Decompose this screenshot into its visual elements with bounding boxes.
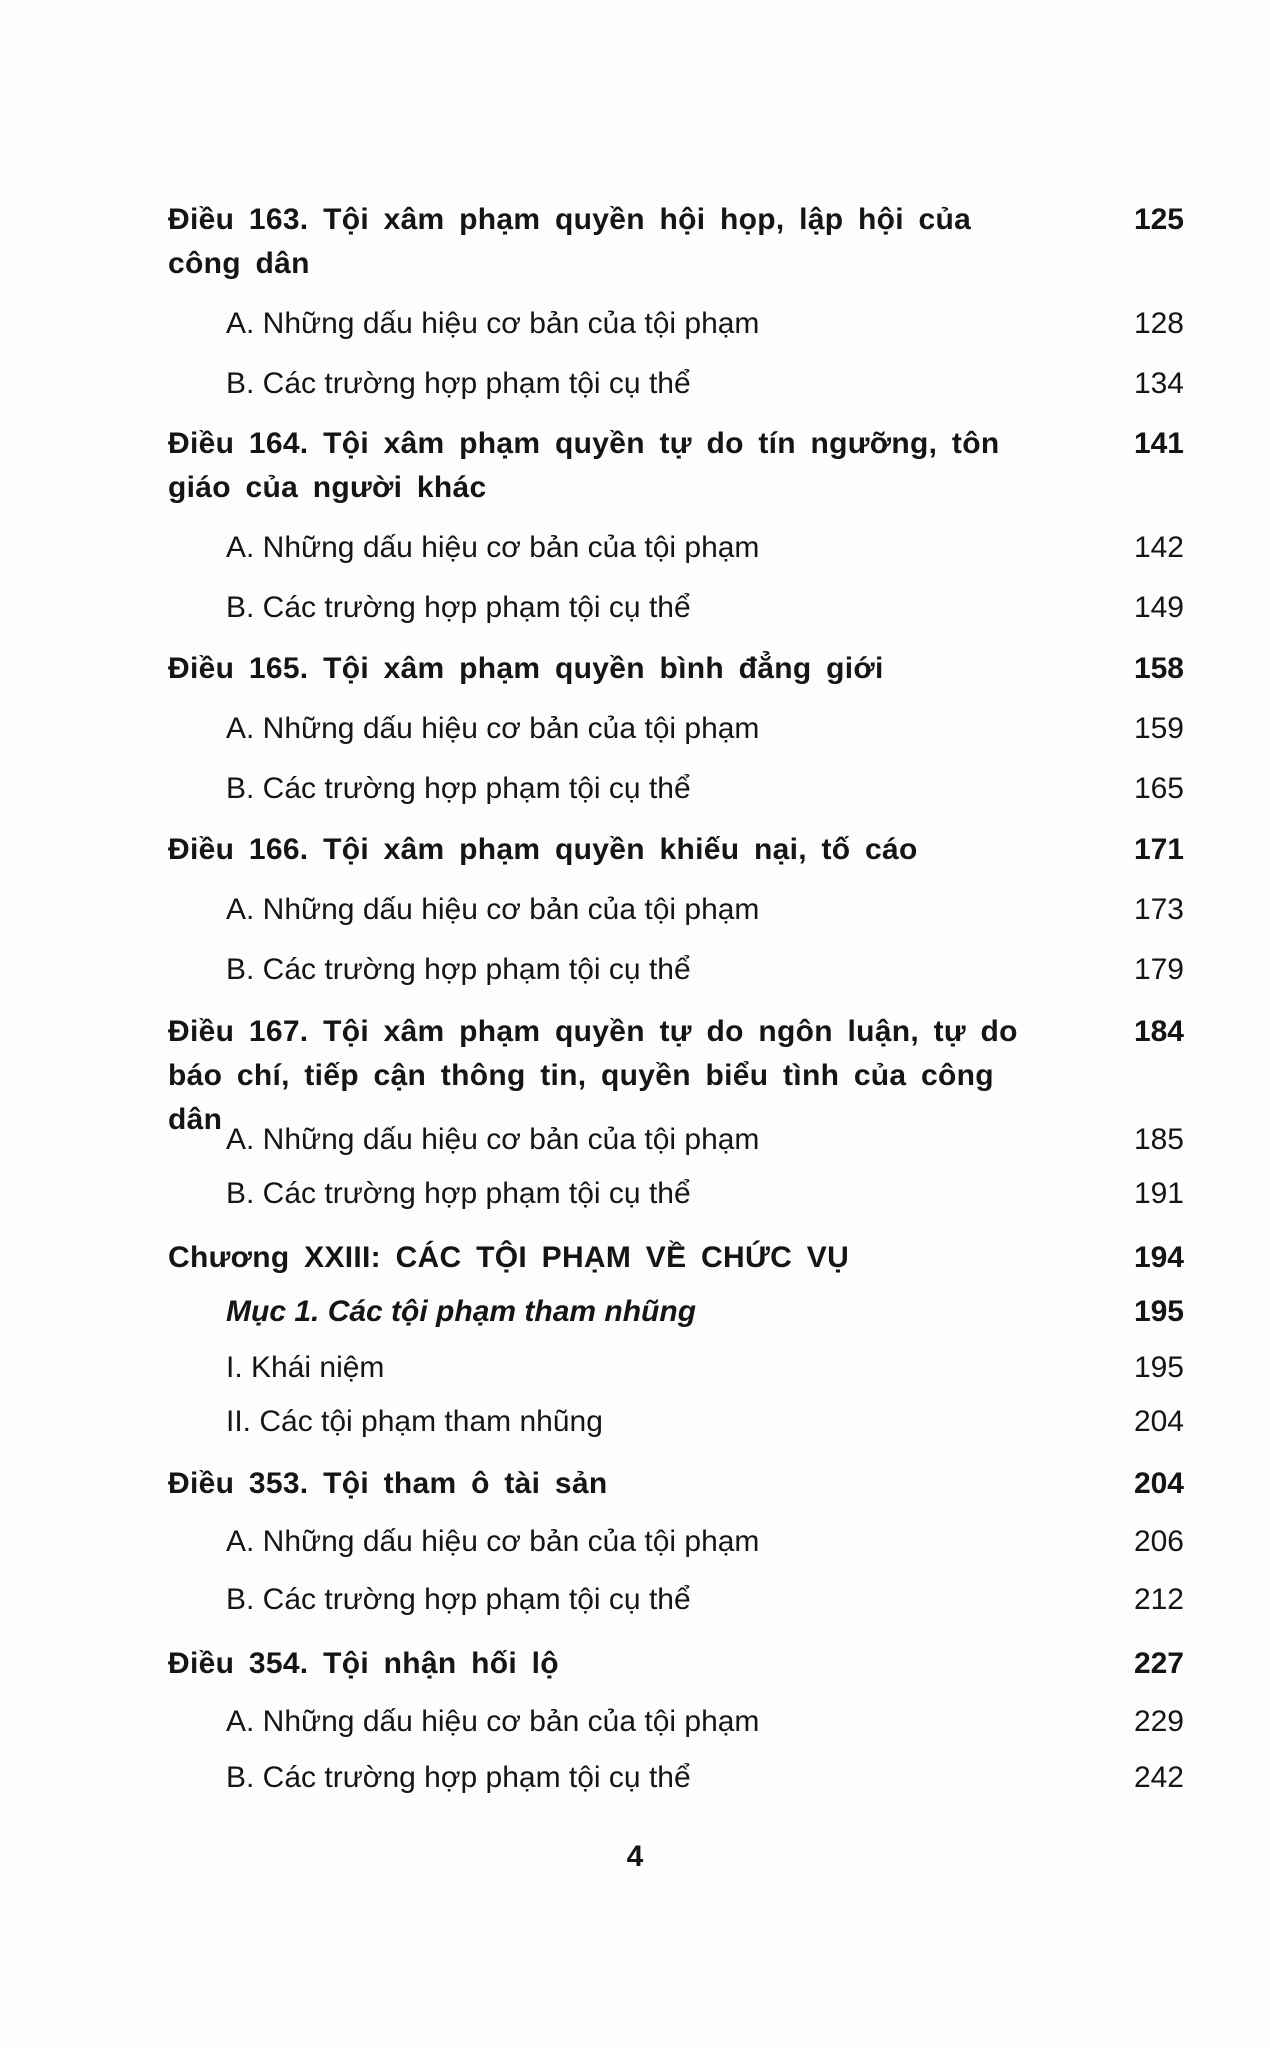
toc-entry-page: 204 — [1133, 1405, 1184, 1438]
toc-entry-label: B. Các trường hợp phạm tội cụ thể — [226, 772, 691, 805]
toc-entry-dieu-163 — [168, 198, 1184, 286]
toc-subentry — [168, 526, 1184, 570]
toc-subentry — [168, 767, 1184, 811]
toc-entry-label: B. Các trường hợp phạm tội cụ thể — [226, 367, 691, 400]
toc-subentry — [168, 362, 1184, 406]
toc-subentry-muc-1 — [168, 1290, 1184, 1334]
toc-entry-page: 159 — [1133, 712, 1184, 745]
toc-entry-label: A. Những dấu hiệu cơ bản của tội phạm — [226, 1123, 760, 1156]
toc-entry-page: 125 — [1133, 203, 1184, 236]
toc-entry-page: 173 — [1133, 893, 1184, 926]
toc-entry-dieu-164 — [168, 422, 1184, 510]
toc-entry-label: Điều 167. Tội xâm phạm quyền tự do ngôn luận, tự do báo chí, tiếp cận thông tin, quyền biểu tình của công dân — [168, 1015, 1018, 1136]
toc-entry-label: Chương XXIII: CÁC TỘI PHẠM VỀ CHỨC VỤ — [168, 1241, 850, 1274]
toc-entry-label: Điều 166. Tội xâm phạm quyền khiếu nại, tố cáo — [168, 833, 918, 866]
toc-subentry — [168, 1172, 1184, 1216]
toc-entry-page: 149 — [1133, 591, 1184, 624]
page-number: 4 — [626, 1840, 644, 1873]
toc-entry-label: A. Những dấu hiệu cơ bản của tội phạm — [226, 1525, 760, 1558]
toc-entry-dieu-354 — [168, 1642, 1184, 1686]
toc-entry-label: B. Các trường hợp phạm tội cụ thể — [226, 1583, 691, 1616]
toc-entry-label: B. Các trường hợp phạm tội cụ thể — [226, 953, 691, 986]
toc-entry-label: A. Những dấu hiệu cơ bản của tội phạm — [226, 712, 760, 745]
toc-entry-label: Điều 163. Tội xâm phạm quyền hội họp, lập hội của công dân — [168, 203, 972, 280]
toc-entry-page: 206 — [1133, 1525, 1184, 1558]
toc-entry-label: I. Khái niệm — [226, 1351, 385, 1384]
toc-entry-page: 229 — [1133, 1705, 1184, 1738]
toc-subentry — [168, 888, 1184, 932]
toc-entry-page: 185 — [1133, 1123, 1184, 1156]
toc-subentry — [168, 586, 1184, 630]
toc-entry-label: B. Các trường hợp phạm tội cụ thể — [226, 591, 691, 624]
toc-subentry — [168, 707, 1184, 751]
toc-entry-dieu-353 — [168, 1462, 1184, 1506]
toc-entry-label: A. Những dấu hiệu cơ bản của tội phạm — [226, 307, 760, 340]
toc-subentry — [168, 1700, 1184, 1744]
toc-entry-label: A. Những dấu hiệu cơ bản của tội phạm — [226, 893, 760, 926]
toc-entry-label: B. Các trường hợp phạm tội cụ thể — [226, 1761, 691, 1794]
toc-subentry — [168, 302, 1184, 346]
toc-entry-page: 165 — [1133, 772, 1184, 805]
toc-entry-page: 204 — [1133, 1467, 1184, 1500]
toc-entry-label: A. Những dấu hiệu cơ bản của tội phạm — [226, 1705, 760, 1738]
toc-subentry — [168, 1578, 1184, 1622]
toc-entry-page: 194 — [1133, 1241, 1184, 1274]
toc-entry-page: 141 — [1133, 427, 1184, 460]
toc-entry-page: 227 — [1133, 1647, 1184, 1680]
toc-subentry — [168, 1118, 1184, 1162]
toc-entry-page: 184 — [1133, 1015, 1184, 1048]
toc-subentry — [168, 1400, 1184, 1444]
toc-entry-page: 191 — [1133, 1177, 1184, 1210]
toc-entry-chuong-xxiii — [168, 1236, 1184, 1280]
toc-entry-page: 195 — [1133, 1351, 1184, 1384]
toc-entry-page: 171 — [1133, 833, 1184, 866]
toc-entry-page: 179 — [1133, 953, 1184, 986]
toc-entry-page: 134 — [1133, 367, 1184, 400]
toc-entry-label: B. Các trường hợp phạm tội cụ thể — [226, 1177, 691, 1210]
toc-subentry — [168, 1756, 1184, 1800]
toc-entry-page: 142 — [1133, 531, 1184, 564]
toc-entry-label: Điều 354. Tội nhận hối lộ — [168, 1647, 559, 1680]
toc-entry-label: Mục 1. Các tội phạm tham nhũng — [226, 1295, 697, 1328]
toc-entry-label: Điều 353. Tội tham ô tài sản — [168, 1467, 608, 1500]
toc-entry-dieu-165 — [168, 647, 1184, 691]
toc-entry-page: 128 — [1133, 307, 1184, 340]
toc-subentry — [168, 948, 1184, 992]
toc-entry-dieu-166 — [168, 828, 1184, 872]
toc-subentry — [168, 1520, 1184, 1564]
toc-entry-page: 195 — [1133, 1295, 1184, 1328]
toc-entry-label: Điều 165. Tội xâm phạm quyền bình đẳng giới — [168, 652, 884, 685]
toc-entry-page: 242 — [1133, 1761, 1184, 1794]
toc-entry-page: 158 — [1133, 652, 1184, 685]
toc-entry-label: Điều 164. Tội xâm phạm quyền tự do tín ngưỡng, tôn giáo của người khác — [168, 427, 1000, 504]
toc-entry-label: A. Những dấu hiệu cơ bản của tội phạm — [226, 531, 760, 564]
toc-subentry — [168, 1346, 1184, 1390]
toc-entry-label: II. Các tội phạm tham nhũng — [226, 1405, 603, 1438]
toc-entry-page: 212 — [1133, 1583, 1184, 1616]
